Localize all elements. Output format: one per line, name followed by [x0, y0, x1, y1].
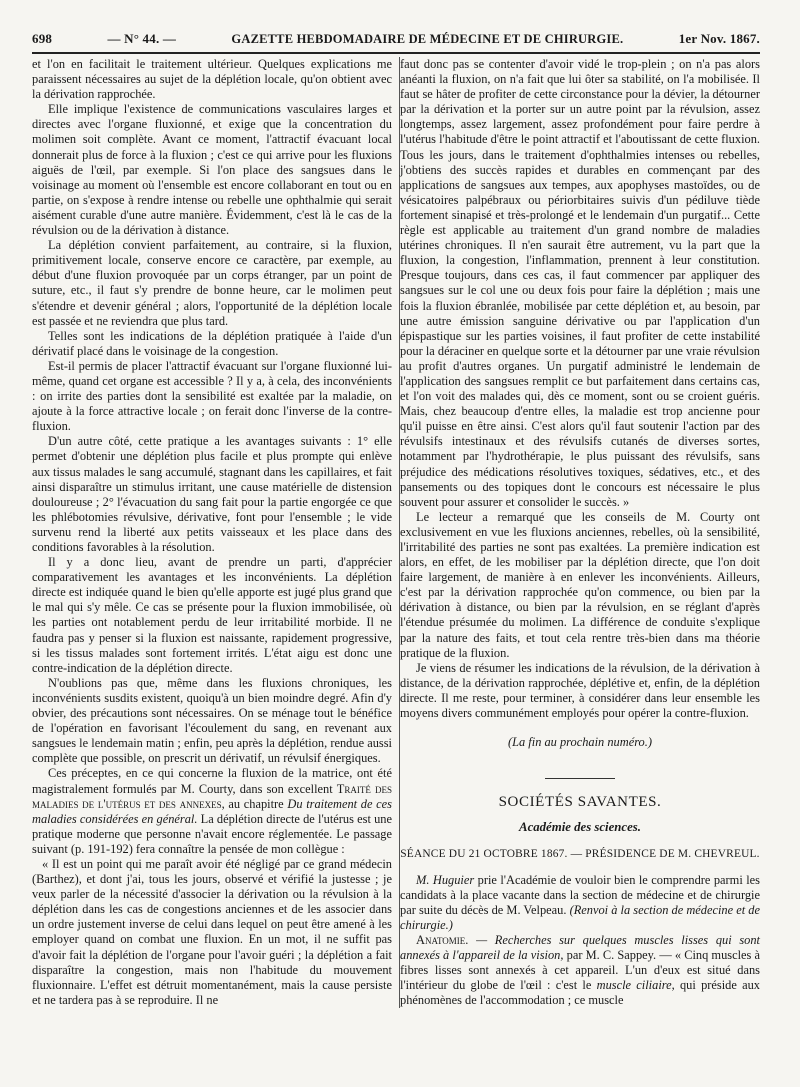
muscle-name: muscle ciliaire,	[596, 978, 675, 993]
paragraph: Le lecteur a remarqué que les conseils de M. Courty ont exclusivement en vue les fluxions anciennes, rebelles, où la sensibilité, l'irritabilité des parties ne sont pas exaltées. La première indication est alors, en effet, de les mobiliser par la déplétion directe, que l'on doit faire largement, de manière à en enlever les inconvénients. Ailleurs, c'est par la dérivation rapprochée qu'on commence, ou bien par la dérivation à distance, ou bien par la révulsion, en se réglant d'après l'étendue présumée du molimen. La différence de conduite s'explique par la nature des faits, et tout cela rentre très-bien dans ma théorie pratique de la fluxion.	[400, 509, 760, 660]
journal-title: GAZETTE HEBDOMADAIRE DE MÉDECINE ET DE CHIRURGIE.	[231, 32, 624, 46]
section-divider	[545, 778, 615, 779]
page-number: 698	[32, 31, 53, 46]
rubric-subject: — Recherches sur quelques muscles lisses qui sont annexés à l'appareil de la vision,	[400, 932, 760, 962]
page-header	[32, 0, 760, 54]
paragraph: Je viens de résumer les indications de la révulsion, de la dérivation à distance, de la dérivation rapprochée, déplétive et, enfin, de la déplétion directe. Il me reste, pour terminer, à considérer dans leur ensemble les moyens divers communément employés pour opérer la contre-fluxion.	[400, 660, 760, 721]
subsection-title: Académie des sciences.	[519, 820, 641, 835]
issue-number: — N° 44. —	[107, 31, 177, 46]
citation-paragraph	[32, 766, 392, 857]
rubric-end: qui préside aux phénomènes de l'accommodation ; ce muscle	[400, 978, 760, 1008]
renvoi-note: (Renvoi à la section de médecine et de chirurgie.)	[400, 902, 760, 932]
left-column	[32, 57, 400, 1008]
paragraph: Est-il permis de placer l'attractif évacuant sur l'organe fluxionné lui-même, quand cet organe est accessible ? Il y a, à cela, des inconvénients : on irrite des parties dont la sensibilité est exaltée par la maladie, on ajoute à la force attractive locale ; on ferait donc l'inverse de la contre-fluxion.	[32, 358, 392, 434]
quote-paragraph: « Il est un point qui me paraît avoir été négligé par ce grand médecin (Barthez), et dont j'ai, tous les jours, observé et vérifié la justesse ; je veux parler de la nécessité d'associer la dérivation ou la révulsion à la déplétion dans les cas de congestions anciennes et de les associer dans un ordre justement inverse de celui dans lequel on peut être amené à les employer quand on combat une fluxion. En un mot, il ne suffit pas d'avoir fait la déplétion de l'organe pour l'avoir guéri ; la déplétion a fait disparaître la congestion, mais non l'habitude du mouvement fluxionnaire. L'effet est détruit momentanément, mais la cause persiste et ne tardera pas à se reproduire. Il ne	[32, 856, 392, 1007]
paragraph: La déplétion convient parfaitement, au contraire, si la fluxion, primitivement locale, conserve encore ce caractère, par exemple, au début d'une fluxion provoquée par un corps étranger, par un point de suture, etc., il faut s'y prendre de bonne heure, car le molimen peut s'étendre et devenir général ; alors, l'opportunité de la déplétion locale est passée et ne reviendra que plus tard.	[32, 238, 392, 328]
anatomie-paragraph	[400, 933, 760, 1008]
seance-line: SÉANCE DU 21 OCTOBRE 1867. — PRÉSIDENCE DE M. CHEVREUL.	[400, 848, 760, 861]
chapter-title: Du traitement de ces maladies considérées en général.	[32, 796, 392, 826]
quote-continuation: faut donc pas se contenter d'avoir vidé le trop-plein ; on n'a pas alors anéanti la fluxion, on n'a fait que lui ôter sa stabilité, on l'a mobilisée. Il faut se hâter de profiter de cette circonstance pour la dévier, la détourner par la dérivation et la porter sur un autre point par la révulsion, assez longtemps, assez largement, assez profondément pour faire perdre à l'utérus l'habitude d'être le point attractif et l'aboutissant de cette fluxion. Tous les jours, dans le traitement d'ophthalmies intenses ou rebelles, j'obtiens des succès rapides et durables en commençant par des applications de sangsues aux tempes, aux apophyses mastoïdes, ou de vésicatoires palpébraux ou périorbitaires suivis d'un pédiluve tiède fortement sinapisé et très-prolongé et le lendemain d'un purgatif... Cette règle est applicable au traitement d'un grand nombre de maladies utérines chroniques. Il n'en saurait être autrement, vu la part que la fluxion, la congestion, l'inflammation, prennent à leur constitution. Presque toujours, dans ces cas, il faut commencer par appliquer des sangsues sur le col une ou deux fois pour faire la déplétion ; mais une fois la fluxion ébranlée, mobilisée par cette déplétion et, au besoin, par une autre émission sanguine dérivative ou par l'application d'un épispastique sur les parties voisines, il faut profiter de cette instabilité pour la déraciner en quelque sorte et la détourner par une vraie révulsion au profit d'autres organes. Un purgatif administré le lendemain de l'application des sangsues remplit ce but parfaitement dans certains cas, et l'on voit des malades qui, dès ce moment, sont ou se croient guéris. Mais, chez beaucoup d'entre elles, la maladie est trop ancienne pour qu'il puisse en être ainsi. C'est alors qu'il faut soutenir l'action par des révulsifs intestinaux et des révulsifs cutanés de diverses sortes, notamment par l'hydrothérapie, le plus puissant des révulsifs, sans préjudice des médications résolutives toxiques, sédatives, etc., et des pansements ou des topiques dont le concours est nécessaire le plus souvent pour assurer et consolider le succès. »	[400, 57, 760, 509]
paragraph: et l'on en facilitait le traitement ultérieur. Quelques explications me paraissent nécessaires au sujet de la déplétion locale, qu'on obtient avec la dérivation rapprochée.	[32, 57, 392, 102]
issue-date: 1er Nov. 1867.	[678, 31, 760, 46]
paragraph: Il y a donc lieu, avant de prendre un parti, d'apprécier comparativement les avantages et les inconvénients. La déplétion directe est indiquée quand le bien qu'elle apporte est jugé plus grand que le mal qui s'y mêle. Ce cas se présente pour la fluxion immobilisée, où les parties ont notablement perdu de leur irritabilité morbide. Il ne faudra pas y penser si la fluxion est naissante, rapidement progressive, si les tissus malades sont fortement irrités. L'état aigu est donc une contre-indication de la déplétion directe.	[32, 555, 392, 675]
citation-intro: Ces préceptes, en ce qui concerne la fluxion de la matrice, ont été magistralement formulés par M. Courty, dans son excellent	[32, 766, 392, 796]
paragraph: D'un autre côté, cette pratique a les avantages suivants : 1° elle permet d'obtenir une déplétion plus facile et plus prompte qui enlève aux tissus malades le sang accumulé, stagnant dans les capillaires, et fait ainsi disparaître un stimulus irritant, une cause matérielle de distension douloureuse ; 2° l'évacuation du sang fait pour la partie engorgée ce que les phlébotomies révulsive, dérivative, font pour l'ensemble ; le vide survenu rend la liberté aux petits vaisseaux et les place dans des conditions favorables à la résolution.	[32, 434, 392, 554]
huguier-paragraph	[400, 873, 760, 933]
paragraph: Telles sont les indications de la déplétion pratiquée à l'aide d'un dérivatif placé dans le voisinage de la congestion.	[32, 328, 392, 358]
rubric-label: Anatomie.	[416, 932, 469, 947]
paragraph: N'oublions pas que, même dans les fluxions chroniques, les inconvénients susdits existent, quoiqu'à un bien moindre degré. Afin d'y obvier, des précautions sont nécessaires. On se ménage tout le bénéfice de l'opération en favorisant l'écoulement du sang, en revenant aux sangsues le lendemain matin ; enfin, peu après la déplétion, rendue aussi complète que possible, on prescrit un dérivatif, un révulsif énergiques.	[32, 675, 392, 766]
citation-mid: au chapitre	[228, 796, 284, 811]
continuation-note: (La fin au prochain numéro.)	[508, 735, 652, 750]
rubric-author: par M. C. Sappey.	[566, 947, 657, 962]
citation-outro: La déplétion directe de l'utérus est une pratique moderne que personne n'avait encore réglementée. Le passage suivant (p. 191-192) fera connaître la pensée de mon collègue :	[32, 811, 392, 856]
right-column	[400, 57, 760, 1008]
paragraph: Elle implique l'existence de communications vasculaires larges et directes avec l'organe fluxionné, et exige que la concentration du molimen soit complète. Avant ce moment, l'attractif évacuant local donnerait plus de force à la fluxion ; c'est ce qui arrive pour les fluxions aiguës de l'œil, par exemple. Si l'on place des sangsues dans le voisinage au moment où l'ensemble est encore collaborant en tout ou en partie, on s'expose à rendre intense ou rebelle une ophthalmie qui serait aisément curable d'une autre manière. Évidemment, c'est là le cas de la révulsion ou de la dérivation à distance.	[32, 102, 392, 238]
article-columns	[32, 57, 760, 1008]
section-title: SOCIÉTÉS SAVANTES.	[498, 794, 662, 811]
book-title: Traité des maladies de l'utérus et des annexes,	[32, 781, 392, 811]
person-name: M. Huguier	[416, 872, 475, 887]
huguier-text: prie l'Académie de vouloir bien le comprendre parmi les candidats à la place vacante dans la section de médecine et de chirurgie par suite du décès de M. Velpeau.	[400, 872, 760, 917]
rubric-text: — « Cinq muscles à fibres lisses sont annexés à cet appareil. L'un d'eux est situé dans l'intérieur du globe de l'œil : c'est le	[400, 947, 760, 993]
